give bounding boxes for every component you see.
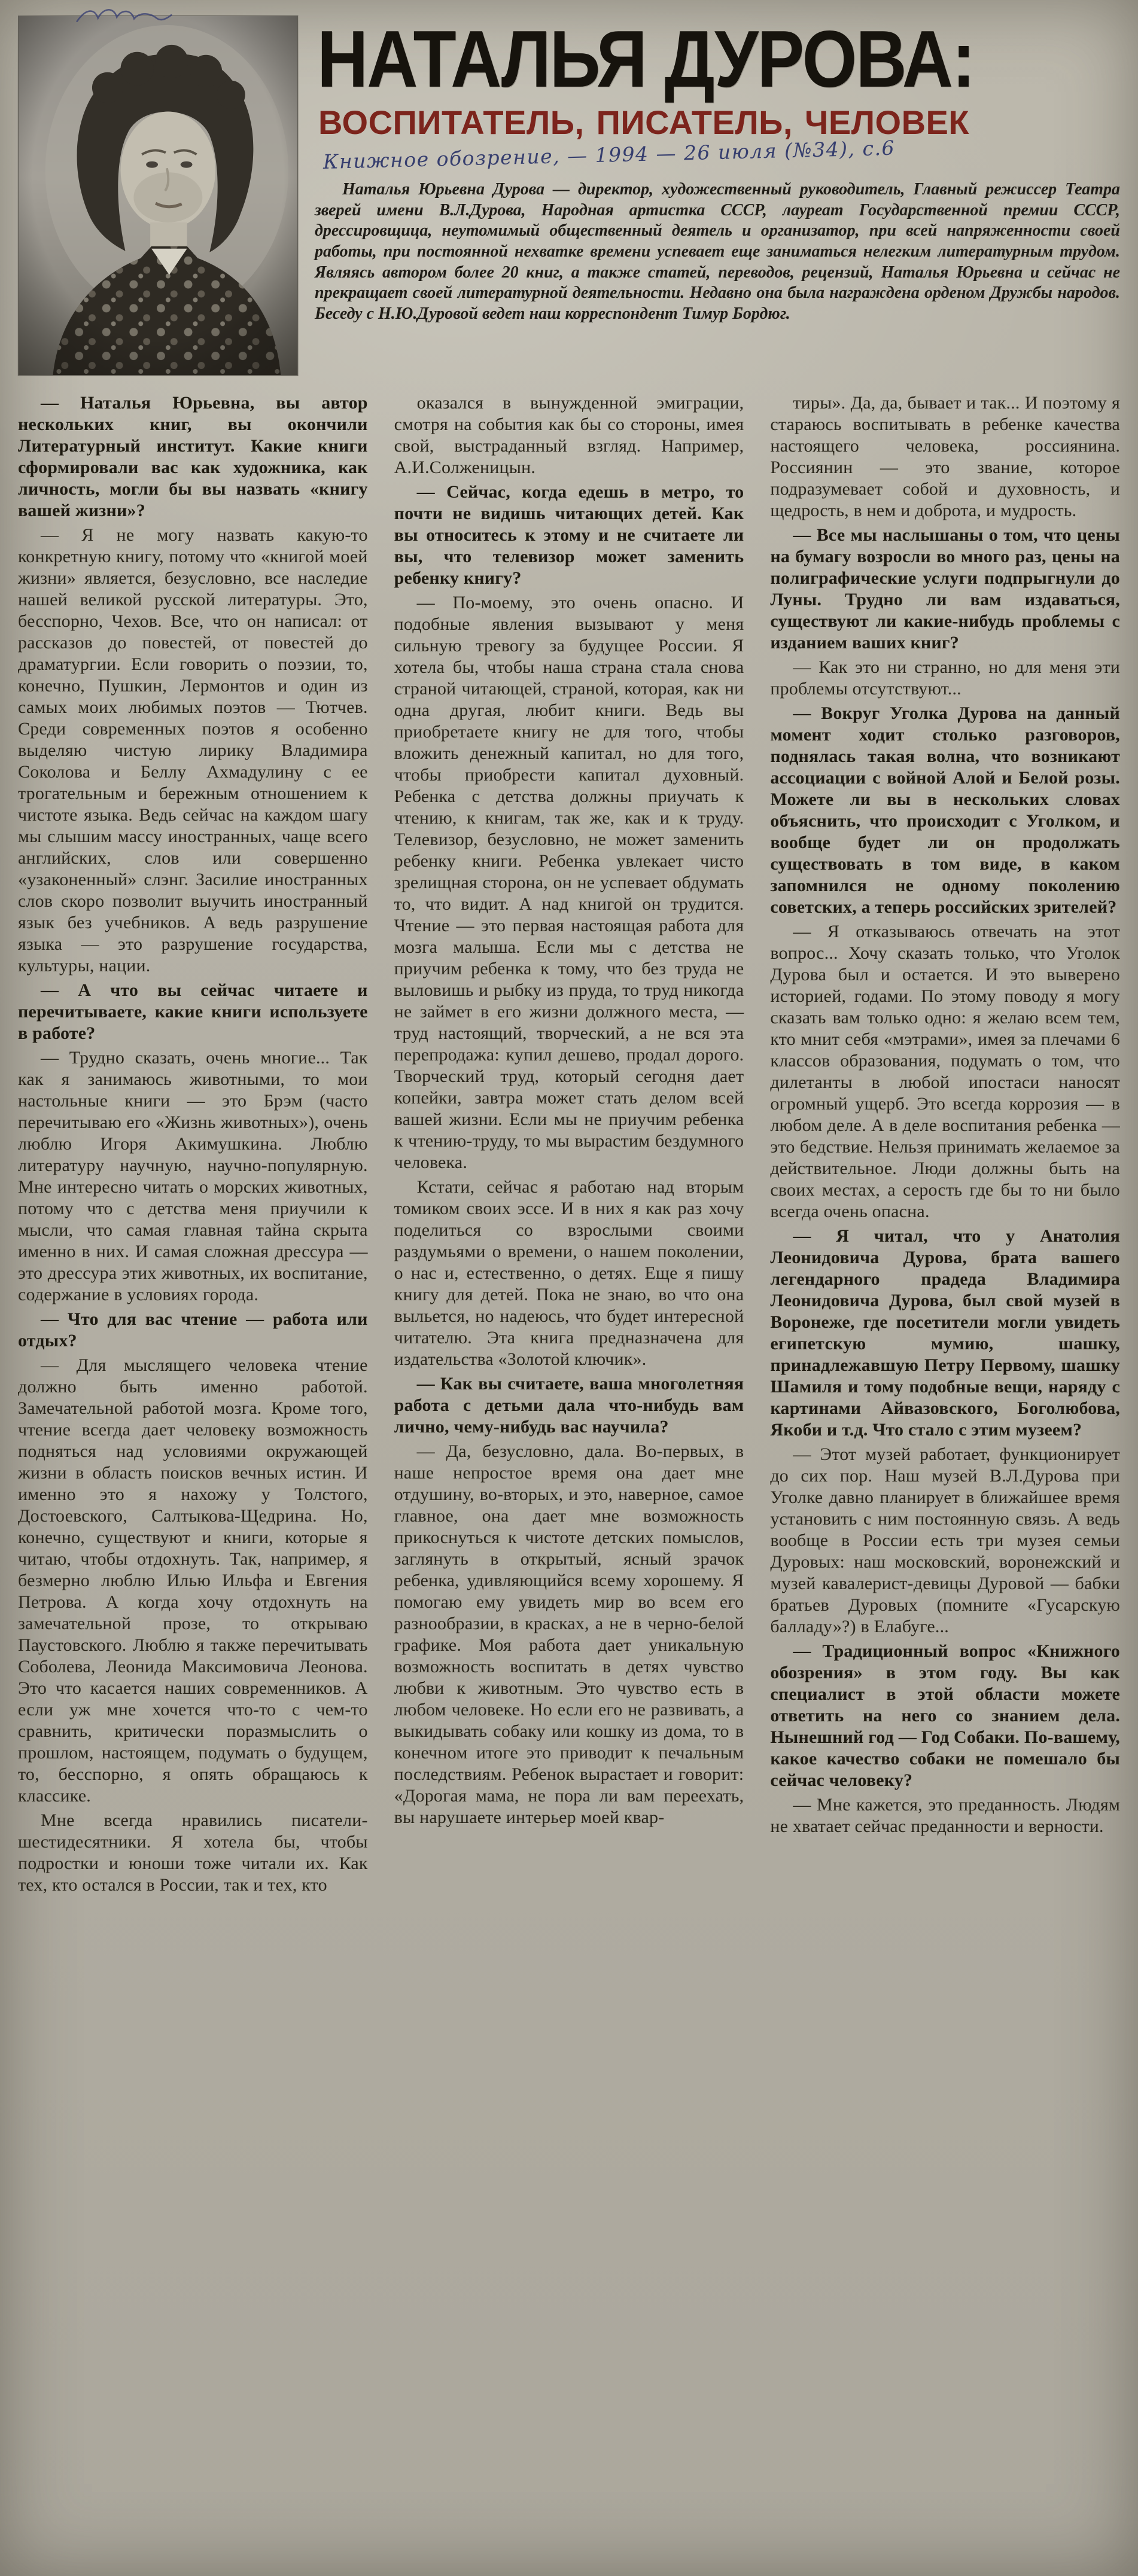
interview-question: — Я читал, что у Анатолия Леонидовича Дурова, брата вашего легендарного прадеда Владимира Леонидовича Дурова, был свой музей в Воронеже, где посетители могли увидеть египетскую мумию, шашку, принадлежавшую Петру Первому, шашку Шамиля и тому подобные вещи, наряду с картинами Айвазовского, Боголюбова, Якоби и т.д. Что стало с этим музеем? <box>770 1226 1121 1440</box>
article-column-2 <box>394 392 744 1899</box>
interview-answer: — По-моему, это очень опасно. И подобные явления вызывают у меня сильную тревогу за будущее России. Я хотела бы, чтобы наша страна стала снова страной читающей, страной, которая, как ни одна другая, любит книги. Ведь вы приобретаете книгу не для того, чтобы вложить денежный капитал, но для того, чтобы приобрести капитал духовный. Ребенка с детства должны приучать к чтению, к книгам, так же, как и к труду. Телевизор, безусловно, не может заменить ребенку книги. Ребенка увлекает чисто зрелищная сторона, он не успевает обдумать то, что видит. А над книгой он трудится. Чтение — это первая настоящая работа для мозга малыша. Если мы с детства не приучим ребенка к тому, что без труда не выловишь и рыбку из пруда, то труд никогда не займет в его жизни должного места, — труд настоящий, творческий, а не вся эта перепродажа: купил дешево, продал дорого. Творческий труд, который сегодня дает копейки, завтра может стать делом всей вашей жизни. Если мы не приучим ребенка к чтению-труду, то мы вырастим бездумного человека. <box>394 593 744 1172</box>
interview-answer: — Как это ни странно, но для меня эти проблемы отсутствуют... <box>770 657 1121 699</box>
interview-answer: — Трудно сказать, очень многие... Так как я занимаюсь животными, то мои настольные книги — это Брэм (часто перечитываю его «Жизнь животных»), очень люблю Игоря Акимушкина. Люблю литературу научную, научно-популярную. Мне интересно читать о морских животных, потому что с детства меня приучили к мысли, что самая главная тайна скрыта именно в них. И самая сложная дрессура — это дрессура этих животных, их воспитание, содержание в условиях города. <box>18 1048 368 1304</box>
article-column-1 <box>18 392 368 1899</box>
interview-answer: Кстати, сейчас я работаю над вторым томиком своих эссе. И в них я как раз хочу поделиться со взрослыми своими раздумьями о времени, о нашем поколении, о нас и, естественно, о детях. Еще я пишу книгу для детей. Пока не знаю, во что она выльется, но надеюсь, что будет интересной читателю. Эта книга предназначена для издательства «Золотой ключик». <box>394 1177 744 1369</box>
interview-question: — Все мы наслышаны о том, что цены на бумагу возросли во много раз, цены на полиграфические услуги подпрыгнули до Луны. Трудно ли вам издаваться, существуют ли какие-нибудь проблемы с изданием ваших книг? <box>770 525 1121 653</box>
headline: НАТАЛЬЯ ДУРОВА: <box>317 14 975 105</box>
handwritten-citation: Книжное обозрение, — 1994 — 26 июля (№34), с.6 <box>322 136 896 173</box>
interview-question: — Как вы считаете, ваша многолетняя работа с детьми дала что-нибудь вам лично, чему-нибудь вас научила? <box>394 1374 744 1437</box>
article-column-3 <box>770 392 1120 1899</box>
headline-block <box>315 16 1120 325</box>
interview-answer: — Да, безусловно, дала. Во-первых, в наше непростое время она дает мне отдушину, во-вторых, и это, наверное, самое главное, она дает мне возможность прикоснуться к чистоте детских помыслов, заглянуть в открытый, ясный зрачок ребенка, удивляющийся всему хорошему. Я помогаю ему увидеть мир во всем его разнообразии, в красках, а не в черно-белой графике. Моя работа дает уникальную возможность воспитать в детях чувство любви к животным. Это чувство есть в любом человеке. Но если его не развивать, а выкидывать собаку или кошку из дома, то в конечном итоге это приводит к печальным последствиям. Ребенок вырастает и говорит: «Дорогая мама, не пора ли вам переехать, вы нарушаете интерьер моей квар- <box>394 1441 744 1827</box>
portrait-photo <box>18 16 298 376</box>
article-header <box>18 16 1120 376</box>
interview-answer: — Я отказываюсь отвечать на этот вопрос... Хочу сказать только, что Уголок Дурова был и остается. И это выверено историей, годами. По этому поводу я могу сказать вам только одно: я желаю всем тем, кто мнит себя «мэтрами», имея за плечами 6 классов образования, подумать о том, что дилетанты в любой ипостаси наносят огромный ущерб. Это всегда коррозия — в любом деле. А в деле воспитания ребенка — это бедствие. Нельзя принимать желаемое за действительное. Люди должны быть на своих местах, а серость где бы то ни было всегда очень опасна. <box>770 922 1121 1221</box>
subheadline: ВОСПИТАТЕЛЬ, ПИСАТЕЛЬ, ЧЕЛОВЕК <box>318 103 970 141</box>
intro-paragraph: Наталья Юрьевна Дурова — директор, художественный руководитель, Главный режиссер Театра зверей имени В.Л.Дурова, Народная артистка СССР, лауреат Государственной премии СССР, дрессировщица, неутомимый общественный деятель и организатор, при всей напряженности своей работы, при постоянной нехватке времени успевает еще заниматься нелегким литературным трудом. Являясь автором более 20 книг, а также статей, переводов, рецензий, Наталья Юрьевна и сейчас не прекращает своей литературной деятельности. Недавно она была награждена орденом Дружбы народов. Беседу с Н.Ю.Дуровой ведет наш корреспондент Тимур Бордюг. <box>315 179 1120 324</box>
article-body <box>18 392 1120 1899</box>
interview-answer: — Я не могу назвать какую-то конкретную книгу, потому что «книгой моей жизни» является, безусловно, все наследие нашей великой русской литературы. Это, бесспорно, Чехов. Все, что он написал: от рассказов до повестей, от повестей до драматургии. Если говорить о поэзии, то, конечно, Пушкин, Лермонтов и один из самых моих любимых поэтов — Тютчев. Среди современных поэтов я особенно выделяю чистую лирику Владимира Соколова и Беллу Ахмадулину с ее трогательным и бережным отношением к чистоте языка. Ведь сейчас на каждом шагу мы слышим массу иностранных, чаще всего английских, слов или совершенно «узаконенный» слэнг. Засилие иностранных слов скоро позволит выучить иностранный язык без учебников. А ведь разрушение языка — это разрушение государства, культуры, нации. <box>18 525 368 975</box>
interview-question: — А что вы сейчас читаете и перечитываете, какие книги используете в работе? <box>18 980 368 1043</box>
interview-question: — Наталья Юрьевна, вы автор нескольких книг, вы окончили Литературный институт. Какие книги сформировали вас как художника, как личность, могли бы вы назвать «книгу вашей жизни»? <box>18 393 368 520</box>
interview-question: — Традиционный вопрос «Книжного обозрения» в этом году. Вы как специалист в этой области можете ответить на него со знанием дела. Нынешний год — Год Собаки. По-вашему, какое качество собаки не помешало бы сейчас человеку? <box>770 1641 1121 1790</box>
handwritten-mark-icon <box>72 1 177 30</box>
interview-question: — Вокруг Уголка Дурова на данный момент ходит столько разговоров, поднялась такая волна, что возникают ассоциации с войной Алой и Белой розы. Можете ли вы в нескольких словах объяснить, что происходит с Уголком, и вообще будет ли он продолжать существовать в том виде, в каком запомнился не одному поколению советских, а теперь российских зрителей? <box>770 703 1121 917</box>
interview-answer: оказался в вынужденной эмиграции, смотря на события как бы со стороны, имея свой, выстраданный взгляд. Например, А.И.Солженицын. <box>394 393 744 477</box>
portrait-photo-image <box>19 16 297 375</box>
interview-answer: тиры». Да, да, бывает и так... И поэтому я стараюсь воспитывать в ребенке качества настоящего человека, россиянина. Россиянин — это звание, которое подразумевает собой и духовность, и щедрость, в нем и доброта, и мудрость. <box>770 393 1121 520</box>
interview-question: — Что для вас чтение — работа или отдых? <box>18 1309 368 1351</box>
interview-answer: Мне всегда нравились писатели-шестидесятники. Я хотела бы, чтобы подростки и юноши тоже читали их. Как тех, кто остался в России, так и тех, кто <box>18 1810 368 1895</box>
interview-question: — Сейчас, когда едешь в метро, то почти не видишь читающих детей. Как вы относитесь к этому и не считаете ли вы, что телевизор может заменить ребенку книгу? <box>394 482 744 588</box>
interview-answer: — Этот музей работает, функционирует до сих пор. Наш музей В.Л.Дурова при Уголке давно планирует в ближайшее время установить с ним постоянную связь. А ведь вообще в России есть три музея семьи Дуровых: наш московский, воронежский и музей кавалерист-девицы Дуровой — бабки братьев Дуровых (помните «Гусарскую балладу»?) в Елабуге... <box>770 1444 1121 1636</box>
interview-answer: — Для мыслящего человека чтение должно быть именно работой. Замечательной работой мозга. Кроме того, чтение всегда дает человеку возможность подняться над условиями окружающей жизни в область поисков вечных истин. И именно это я нахожу у Толстого, Достоевского, Салтыкова-Щедрина. Но, конечно, существуют и книги, которые я читаю, чтобы отдохнуть. Так, например, я безмерно люблю Илью Ильфа и Евгения Петрова. А когда хочу отдохнуть на замечательной прозе, то открываю Паустовского. Люблю я также перечитывать Соболева, Леонида Максимовича Леонова. Это что касается наших современников. А если уж мне хочется что-то с чем-то сравнить, критически поразмыслить о прошлом, настоящем, подумать о будущем, то, бесспорно, я опять обращаюсь к классике. <box>18 1355 368 1806</box>
interview-answer: — Мне кажется, это преданность. Людям не хватает сейчас преданности и верности. <box>770 1795 1121 1836</box>
